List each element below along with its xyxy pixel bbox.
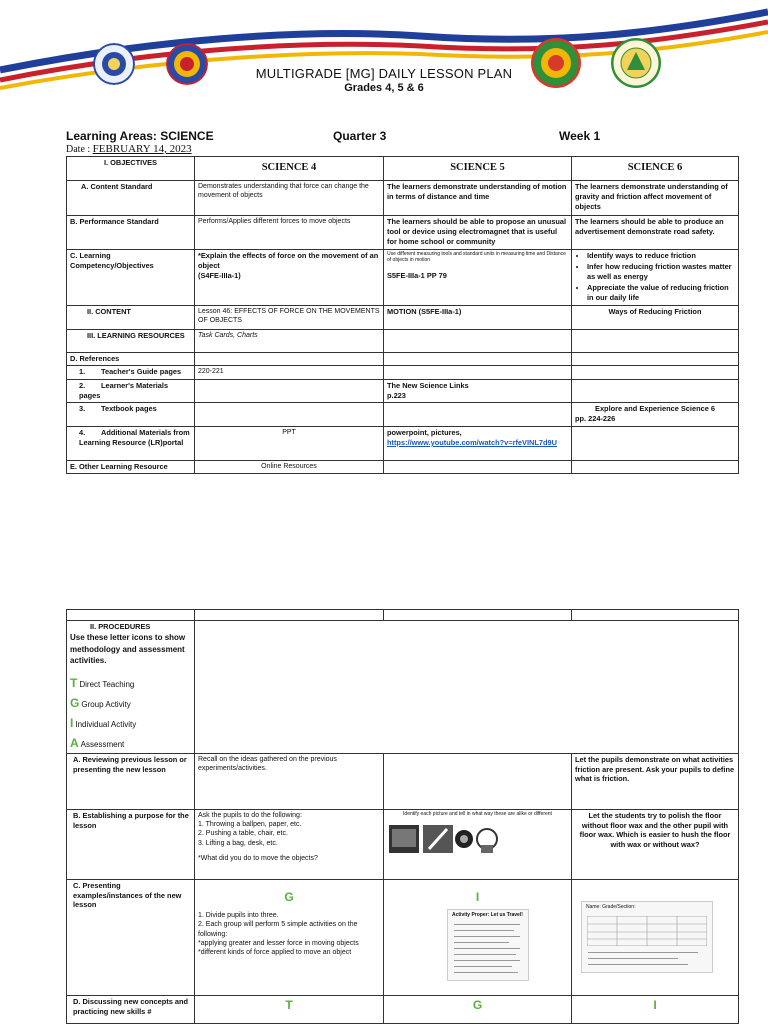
textbook-pages-s5 [384,402,572,426]
content-standard-s5: The learners demonstrate understanding of motion in terms of distance and time [384,181,572,216]
discussing-s6-letter: I [572,995,739,1023]
blank-cell [195,610,384,621]
worksheet-grid [587,916,707,946]
procedures-legend-cell [67,621,195,754]
objectives-header: I. OBJECTIVES [67,157,195,181]
purpose-s4-item: 3. Lifting a bag, desk, etc. [198,839,278,847]
legend-text: Individual Activity [75,720,137,730]
lm-pages-s5 [384,379,572,402]
document-title: MULTIGRADE [MG] DAILY LESSON PLAN [255,66,513,81]
procedures-label: II. PROCEDURES [90,622,151,631]
date-label: Date : [66,144,91,155]
purpose-s4-question: *What did you do to move the objects? [198,855,318,863]
reviewing-s6: Let the pupils demonstrate on what activities friction are present. Ask your pupils to define what is friction. [572,753,739,809]
learning-resources-s6 [572,330,739,353]
procedures-table [66,609,739,1024]
textbook-pages-num: 3. [79,403,86,413]
tg-pages-s6 [572,365,739,379]
presenting-s4 [195,879,384,995]
purpose-label: B. Establishing a purpose for the lesson [67,809,195,879]
competency-s4-line2: (S4FE-IIIa-1) [198,270,241,280]
presenting-s5 [384,879,572,995]
procedures-blank [195,621,739,754]
purpose-s4 [195,809,384,879]
other-resources-s4: Online Resources [195,460,384,473]
youtube-link[interactable]: https://www.youtube.com/watch?v=rfeVINL7d9U [387,437,557,447]
learning-resources-s5 [384,330,572,353]
learning-areas: Learning Areas: SCIENCE [66,129,214,143]
other-resources-s5 [384,460,572,473]
quarter: Quarter 3 [333,129,387,143]
references-s4 [195,353,384,366]
textbook-pages-s6 [572,402,739,426]
blank-cell [572,610,739,621]
other-resources-label: E. Other Learning Resource [67,460,195,473]
worksheet-image [447,909,529,981]
tg-pages-s4: 220-221 [195,365,384,379]
presenting-s4-letter: G [284,889,294,904]
science5-header: SCIENCE 5 [384,157,572,181]
worksheet-table-title: Name: Grade/Section: [586,903,636,910]
textbook-pages-s6-line1: Explore and Experience Science 6 [595,403,715,413]
date-value: FEBRUARY 14, 2023 [92,143,192,155]
content-standard-s4: Demonstrates understanding that force can change the movement of objects [195,181,384,216]
tg-pages-label [67,365,195,379]
legend-letter: G [70,695,80,710]
textbook-pages-s6-line2: pp. 224-226 [575,413,616,423]
competency-s5-code: S5FE-IIIa-1 PP 79 [387,271,447,280]
additional-materials-s5-line1: powerpoint, pictures, [387,427,462,437]
performance-standard-s4: Performs/Applies different forces to move objects [195,216,384,250]
competency-s6-list [575,251,735,303]
reviewing-s5 [384,753,572,809]
performance-standard-label: B. Performance Standard [67,216,195,250]
competency-s5-small: Use different measuring tools and standard units in measuring time and Distance of objects in motion [387,251,566,263]
other-resources-s6 [572,460,739,473]
additional-materials-num: 4. [79,427,86,437]
content-s5: MOTION (S5FE-IIIa-1) [384,306,572,330]
lm-pages-s4 [195,379,384,402]
additional-materials-text: Additional Materials from Learning Resource (LR)portal [79,427,190,447]
purpose-s4-item: 2. Pushing a table, chair, etc. [198,830,288,838]
purpose-s6: Let the students try to polish the floor without floor wax and the other pupil with floor wax. Which is easier to hush the floor with wax or without wax? [572,809,739,879]
document-subtitle: Grades 4, 5 & 6 [344,82,424,94]
purpose-s5-caption: Identify each picture and tell in what way these are alike or different [403,810,552,817]
performance-standard-s5: The learners should be able to propose an unusual tool or device using electromagnet that is useful for home school or community [384,216,572,250]
lm-pages-s6 [572,379,739,402]
legend-letter: A [70,736,79,751]
discussing-s4-letter: T [195,995,384,1023]
textbook-pages-label [67,402,195,426]
presenting-s4-item: *different kinds of force applied to move an object [198,949,352,957]
legend-text: Assessment [80,740,125,750]
purpose-s4-intro: Ask the pupils to do the following: [198,811,302,819]
discussing-label: D. Discussing new concepts and practicing new skills # [67,995,195,1023]
competency-s4 [195,250,384,306]
date-line [66,143,192,155]
science4-header: SCIENCE 4 [195,157,384,181]
tg-pages-num: 1. [79,366,86,376]
legend-text: Direct Teaching [79,679,135,689]
presenting-s4-item: *applying greater and lesser force in moving objects [198,940,359,948]
blank-cell [384,610,572,621]
tg-pages-s5 [384,365,572,379]
competency-s5 [384,250,572,306]
lm-pages-text: Learner's Materials pages [79,380,169,400]
performance-standard-s6: The learners should be able to produce an advertisement demonstrate road safety. [572,216,739,250]
reviewing-s4: Recall on the ideas gathered on the previous experiments/activities. [195,753,384,809]
additional-materials-label [67,426,195,460]
competency-s6 [572,250,739,306]
presenting-s4-item: 2. Each group will perform 5 simple activities on the following: [198,921,358,938]
objectives-table [66,156,739,474]
worksheet-table-image [581,901,713,973]
tg-pages-text: Teacher's Guide pages [101,366,182,376]
additional-materials-s4: PPT [195,426,384,460]
competency-s6-item: • Identify ways to reduce friction [587,251,735,261]
purpose-s4-item: 1. Throwing a ballpen, paper, etc. [198,820,302,828]
legend-text: Group Activity [81,699,131,709]
competency-s4-line1: *Explain the effects of force on the movement of an object [198,251,379,270]
lm-pages-s5-line2: p.223 [387,390,406,400]
references-label: D. References [67,353,195,366]
legend-letter: T [70,675,78,690]
content-s4: Lesson 46: EFFECTS OF FORCE ON THE MOVEMENTS OF OBJECTS [195,306,384,330]
textbook-pages-text: Textbook pages [101,403,157,413]
additional-materials-s6 [572,426,739,460]
competency-label: C. Learning Competency/Objectives [67,250,195,306]
legend-item-direct-teaching [70,675,191,691]
references-s6 [572,353,739,366]
legend-letter: I [70,716,74,731]
presenting-s6 [572,879,739,995]
references-s5 [384,353,572,366]
textbook-pages-s4 [195,402,384,426]
presenting-s5-letter: I [475,889,480,904]
content-label: II. CONTENT [67,306,195,330]
lm-pages-s5-line1: The New Science Links [387,380,469,390]
legend-item-group-activity [70,695,191,711]
legend-list [70,675,191,752]
learning-resources-s4: Task Cards, Charts [195,330,384,353]
purpose-s5 [384,809,572,879]
competency-s6-item: • Infer how reducing friction wastes matter as well as energy [587,262,735,282]
legend-intro: Use these letter icons to show methodology and assessment activities. [70,632,186,666]
legend-item-assessment [70,735,191,751]
lm-pages-label [67,379,195,402]
week: Week 1 [559,129,601,143]
reviewing-label: A. Reviewing previous lesson or presenting the new lesson [67,753,195,809]
motion-pictures-image [389,819,499,859]
learning-resources-label: III. LEARNING RESOURCES [67,330,195,353]
science6-header: SCIENCE 6 [572,157,739,181]
competency-s6-item: • Appreciate the value of reducing friction in our daily life [587,283,735,303]
content-standard-s6: The learners demonstrate understanding of gravity and friction affect movement of objects [572,181,739,216]
presenting-s4-item: 1. Divide pupils into three. [198,911,279,919]
lm-pages-num: 2. [79,380,86,390]
presenting-label: C. Presenting examples/instances of the new lesson [67,879,195,995]
blank-cell [67,610,195,621]
legend-item-individual-activity [70,715,191,731]
additional-materials-s5 [384,426,572,460]
content-standard-label: A. Content Standard [67,181,195,216]
worksheet-title: Activity Proper: Let us Travel! [452,911,523,918]
discussing-s5-letter: G [384,995,572,1023]
content-s6: Ways of Reducing Friction [572,306,739,330]
